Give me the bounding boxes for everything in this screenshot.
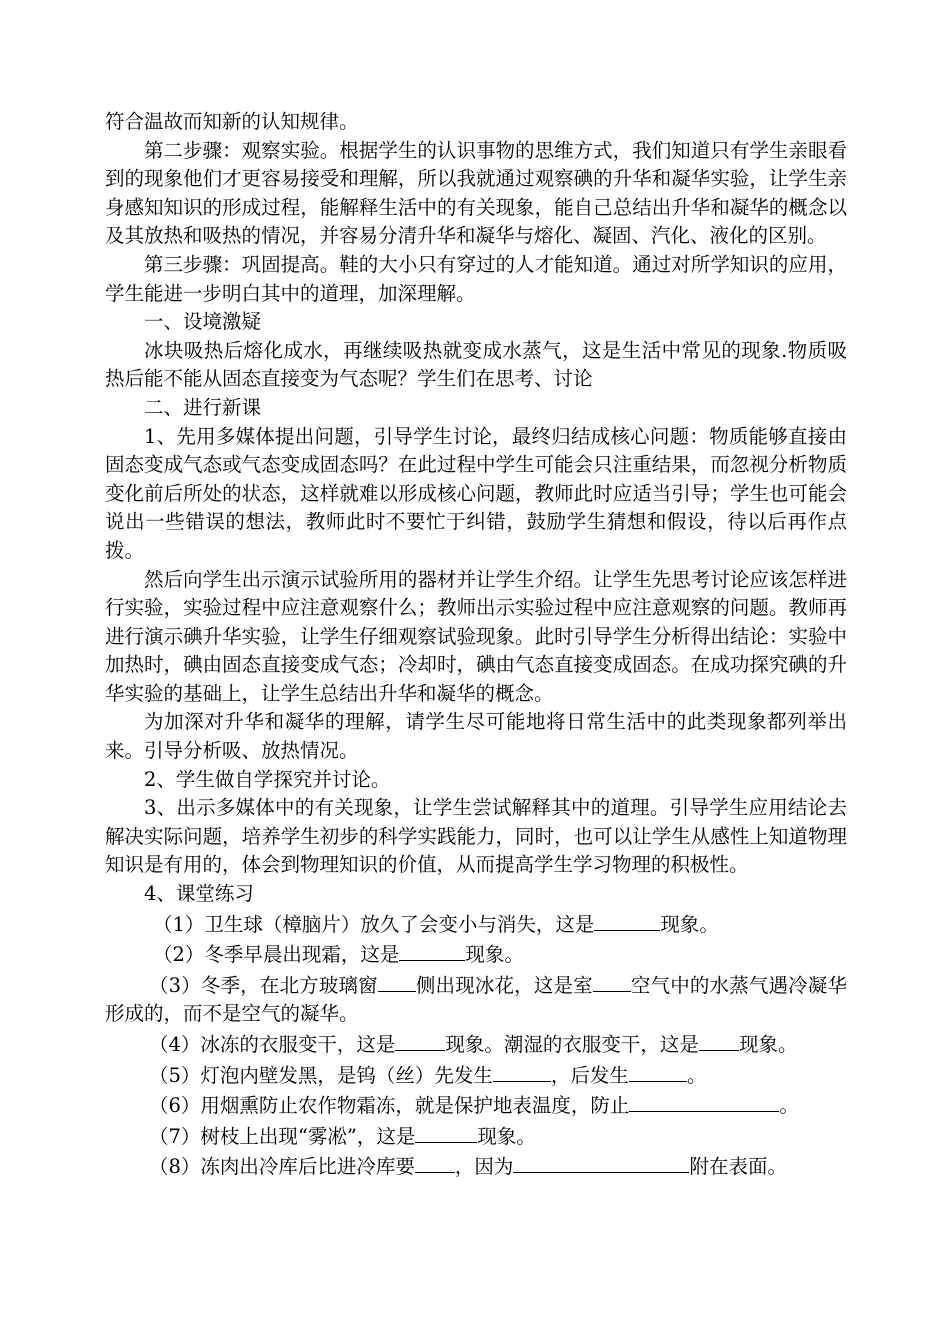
exercise-1 bbox=[105, 909, 847, 940]
exercise-1-text: （1）卫生球（樟脑片）放久了会变小与消失，这是 bbox=[153, 912, 595, 936]
exercise-2 bbox=[105, 939, 847, 970]
answer-blank bbox=[399, 939, 465, 961]
answer-blank bbox=[415, 1151, 455, 1173]
exercise-2-tail: 现象。 bbox=[465, 943, 524, 967]
exercise-5-tail: 。 bbox=[686, 1063, 707, 1087]
document-page bbox=[105, 108, 847, 1182]
answer-blank bbox=[415, 1121, 477, 1143]
answer-blank bbox=[395, 1029, 445, 1051]
answer-blank bbox=[378, 970, 416, 992]
paragraph-step-two: 第二步骤：观察实验。根据学生的认识事物的思维方式，我们知道只有学生亲眼看到的现象他们才更容易接受和理解，所以我就通过观察碘的升华和凝华实验，让学生亲身感知知识的形成过程，能解释生活中的有关现象，能自己总结出升华和凝华的概念以及其放热和吸热的情况，并容易分清升华和凝华与熔化、凝固、汽化、液化的区别。 bbox=[105, 138, 847, 248]
exercise-3-tail: 空气中的水蒸气遇冷凝华形成的，而不是空气的凝华。 bbox=[105, 973, 847, 1026]
paragraph-ice: 冰块吸热后熔化成水，再继续吸热就变成水蒸气，这是生活中常见的现象.物质吸热后能不能从固态直接变为气态呢？学生们在思考、讨论 bbox=[105, 338, 847, 391]
paragraph-item-3: 3、出示多媒体中的有关现象，让学生尝试解释其中的道理。引导学生应用结论去解决实际问题，培养学生初步的科学实践能力，同时，也可以让学生从感性上知道物理知识是有用的，体会到物理知识的价值，从而提高学生学习物理的积极性。 bbox=[105, 796, 847, 877]
exercise-4-mid: 现象。潮湿的衣服变干，这是 bbox=[445, 1033, 699, 1056]
exercise-8 bbox=[105, 1151, 847, 1182]
exercise-7-tail: 现象。 bbox=[477, 1124, 536, 1148]
paragraph-item-1: 1、先用多媒体提出问题，引导学生讨论，最终归结成核心问题：物质能够直接由固态变成气态或气态变成固态吗？在此过程中学生可能会只注重结果，而忽视分析物质变化前后所处的状态，这样就难以形成核心问题，教师此时应适当引导；学生也可能会说出一些错误的想法，教师此时不要忙于纠错，鼓励学生猜想和假设，待以后再作点拨。 bbox=[105, 424, 847, 562]
exercise-5-mid: ，后发生 bbox=[550, 1063, 629, 1087]
exercise-1-tail: 现象。 bbox=[660, 912, 719, 936]
paragraph-item-2: 2、学生做自学探究并讨论。 bbox=[144, 767, 391, 791]
paragraph-item-4: 4、课堂练习 bbox=[144, 882, 254, 906]
answer-blank bbox=[594, 909, 660, 931]
exercise-4 bbox=[105, 1029, 847, 1060]
answer-blank bbox=[629, 1060, 687, 1082]
paragraph-demo-experiment: 然后向学生出示演示试验所用的器材并让学生介绍。让学生先思考讨论应该怎样进行实验，实验过程中应注意观察什么；教师出示实验过程中应注意观察的问题。教师再进行演示碘升华实验，让学生仔细观察试验现象。此时引导学生分析得出结论：实验中加热时，碘由固态直接变成气态；冷却时，碘由气态直接变成固态。在成功探究碘的升华实验的基础上，让学生总结出升华和凝华的概念。 bbox=[105, 567, 847, 705]
exercise-4-text: （4）冰冻的衣服变干，这是 bbox=[149, 1033, 396, 1056]
answer-blank bbox=[593, 970, 631, 992]
exercise-7-text: （7）树枝上出现“雾凇”，这是 bbox=[149, 1124, 416, 1148]
exercise-3 bbox=[105, 970, 847, 1029]
exercise-6 bbox=[105, 1090, 847, 1121]
answer-blank bbox=[629, 1090, 779, 1112]
exercise-4-tail: 现象。 bbox=[738, 1033, 798, 1056]
section-heading-1: 一、设境激疑 bbox=[144, 310, 262, 334]
exercise-8-tail: 附在表面。 bbox=[689, 1155, 787, 1179]
exercise-6-tail: 。 bbox=[779, 1094, 799, 1118]
exercise-5-text: （5）灯泡内壁发黑，是钨（丝）先发生 bbox=[149, 1063, 493, 1087]
exercise-8-mid: ，因为 bbox=[454, 1155, 514, 1179]
paragraph-continuation: 符合温故而知新的认知规律。 bbox=[105, 110, 359, 133]
answer-blank bbox=[699, 1029, 739, 1051]
exercise-6-text: （6）用烟熏防止农作物霜冻，就是保护地表温度，防止 bbox=[149, 1094, 630, 1118]
exercise-2-text: （2）冬季早晨出现霜，这是 bbox=[153, 943, 400, 967]
exercise-5 bbox=[105, 1060, 847, 1091]
paragraph-deepen: 为加深对升华和凝华的理解，请学生尽可能地将日常生活中的此类现象都列举出来。引导分析吸、放热情况。 bbox=[105, 710, 847, 763]
answer-blank bbox=[493, 1060, 551, 1082]
exercise-3-mid: 侧出现冰花，这是室 bbox=[415, 973, 593, 997]
answer-blank bbox=[513, 1151, 689, 1173]
section-heading-2: 二、进行新课 bbox=[144, 395, 262, 419]
exercise-8-text: （8）冻肉出冷库后比进冷库要 bbox=[149, 1155, 415, 1179]
exercise-3-text: （3）冬季，在北方玻璃窗 bbox=[149, 973, 378, 997]
exercise-7 bbox=[105, 1121, 847, 1152]
paragraph-step-three: 第三步骤：巩固提高。鞋的大小只有穿过的人才能知道。通过对所学知识的应用，学生能进一步明白其中的道理，加深理解。 bbox=[105, 252, 847, 305]
